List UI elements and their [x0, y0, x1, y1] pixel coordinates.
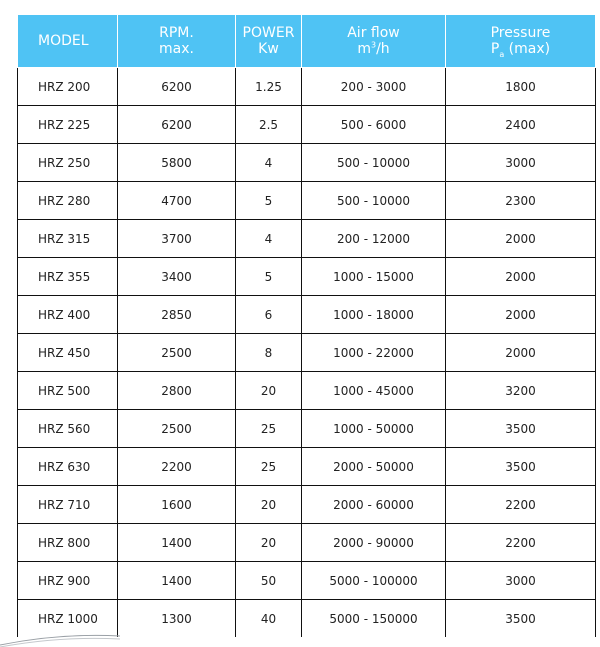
- cell-power: 20: [236, 486, 302, 524]
- table-row: [18, 144, 596, 182]
- cell-airflow: 500 - 10000: [302, 144, 446, 182]
- header-pressure-unit-rest: (max): [504, 41, 551, 57]
- cell-airflow: 1000 - 45000: [302, 372, 446, 410]
- header-airflow-unit-m: m: [357, 41, 371, 57]
- table-row: [18, 410, 596, 448]
- cell-pressure: 2300: [446, 182, 596, 220]
- cell-rpm: 1300: [118, 600, 236, 638]
- cell-power: 40: [236, 600, 302, 638]
- cell-airflow: 200 - 3000: [302, 68, 446, 106]
- table-row: [18, 106, 596, 144]
- header-airflow-line1: Air flow: [347, 25, 400, 41]
- cell-model: HRZ 315: [18, 220, 118, 258]
- cell-rpm: 3700: [118, 220, 236, 258]
- cell-model: HRZ 355: [18, 258, 118, 296]
- cell-pressure: 2000: [446, 296, 596, 334]
- cell-rpm: 1400: [118, 562, 236, 600]
- header-rpm-line1: RPM.: [159, 25, 194, 41]
- cell-rpm: 1600: [118, 486, 236, 524]
- cell-power: 2.5: [236, 106, 302, 144]
- cell-airflow: 1000 - 15000: [302, 258, 446, 296]
- cell-airflow: 200 - 12000: [302, 220, 446, 258]
- cell-airflow: 5000 - 150000: [302, 600, 446, 638]
- cell-airflow: 1000 - 22000: [302, 334, 446, 372]
- cell-rpm: 5800: [118, 144, 236, 182]
- table-row: [18, 296, 596, 334]
- header-power-line1: POWER: [242, 25, 295, 41]
- header-pressure-unit-sub: a: [499, 49, 505, 59]
- table-row: [18, 68, 596, 106]
- table-row: [18, 258, 596, 296]
- cell-power: 20: [236, 524, 302, 562]
- spec-table-container: [17, 14, 595, 637]
- cell-airflow: 2000 - 60000: [302, 486, 446, 524]
- cell-power: 50: [236, 562, 302, 600]
- cell-model: HRZ 200: [18, 68, 118, 106]
- cell-pressure: 3500: [446, 600, 596, 638]
- cell-model: HRZ 1000: [18, 600, 118, 638]
- cell-power: 5: [236, 258, 302, 296]
- cell-airflow: 1000 - 50000: [302, 410, 446, 448]
- cell-rpm: 3400: [118, 258, 236, 296]
- header-model-label: MODEL: [38, 33, 89, 49]
- table-row: [18, 334, 596, 372]
- cell-model: HRZ 225: [18, 106, 118, 144]
- table-row: [18, 524, 596, 562]
- cell-pressure: 3500: [446, 410, 596, 448]
- cell-rpm: 2850: [118, 296, 236, 334]
- cell-model: HRZ 710: [18, 486, 118, 524]
- header-pressure-line1: Pressure: [490, 25, 551, 41]
- cell-power: 5: [236, 182, 302, 220]
- cell-model: HRZ 280: [18, 182, 118, 220]
- cell-rpm: 6200: [118, 68, 236, 106]
- table-row: [18, 562, 596, 600]
- table-body: [18, 68, 596, 638]
- cell-model: HRZ 250: [18, 144, 118, 182]
- cell-power: 4: [236, 144, 302, 182]
- header-power-line2: Kw: [258, 41, 279, 57]
- cell-power: 25: [236, 448, 302, 486]
- header-airflow-unit-sup: 3: [370, 40, 377, 50]
- cell-pressure: 2400: [446, 106, 596, 144]
- cell-pressure: 2200: [446, 486, 596, 524]
- cell-power: 8: [236, 334, 302, 372]
- cell-pressure: 2000: [446, 258, 596, 296]
- header-pressure: [446, 15, 596, 68]
- table-row: [18, 372, 596, 410]
- header-pressure-unit: [446, 41, 595, 57]
- header-model: [18, 15, 118, 68]
- table-row: [18, 448, 596, 486]
- cell-power: 4: [236, 220, 302, 258]
- cell-pressure: 1800: [446, 68, 596, 106]
- table-row: [18, 182, 596, 220]
- cell-power: 20: [236, 372, 302, 410]
- cell-model: HRZ 560: [18, 410, 118, 448]
- cell-airflow: 5000 - 100000: [302, 562, 446, 600]
- cell-airflow: 1000 - 18000: [302, 296, 446, 334]
- cell-model: HRZ 450: [18, 334, 118, 372]
- cell-rpm: 4700: [118, 182, 236, 220]
- cell-pressure: 3000: [446, 144, 596, 182]
- cell-pressure: 3000: [446, 562, 596, 600]
- cell-airflow: 2000 - 90000: [302, 524, 446, 562]
- cell-rpm: 2200: [118, 448, 236, 486]
- cell-power: 1.25: [236, 68, 302, 106]
- cell-pressure: 3500: [446, 448, 596, 486]
- cell-airflow: 500 - 10000: [302, 182, 446, 220]
- cell-model: HRZ 500: [18, 372, 118, 410]
- spec-table: [17, 14, 596, 637]
- cell-pressure: 3200: [446, 372, 596, 410]
- header-rpm-line2: max.: [159, 41, 194, 57]
- cell-pressure: 2200: [446, 524, 596, 562]
- cell-rpm: 1400: [118, 524, 236, 562]
- cell-rpm: 2800: [118, 372, 236, 410]
- header-airflow: [302, 15, 446, 68]
- header-row: [18, 15, 596, 68]
- cell-rpm: 6200: [118, 106, 236, 144]
- cell-rpm: 2500: [118, 410, 236, 448]
- cell-model: HRZ 630: [18, 448, 118, 486]
- cell-pressure: 2000: [446, 220, 596, 258]
- table-header: [18, 15, 596, 68]
- cell-model: HRZ 400: [18, 296, 118, 334]
- header-power: [236, 15, 302, 68]
- cell-power: 6: [236, 296, 302, 334]
- cell-model: HRZ 900: [18, 562, 118, 600]
- decorative-curve: [0, 627, 120, 647]
- table-row: [18, 486, 596, 524]
- cell-power: 25: [236, 410, 302, 448]
- header-rpm: [118, 15, 236, 68]
- cell-pressure: 2000: [446, 334, 596, 372]
- header-airflow-unit: [302, 41, 445, 57]
- header-pressure-unit-p: P: [490, 41, 500, 57]
- cell-airflow: 2000 - 50000: [302, 448, 446, 486]
- table-row: [18, 220, 596, 258]
- cell-airflow: 500 - 6000: [302, 106, 446, 144]
- cell-rpm: 2500: [118, 334, 236, 372]
- header-airflow-unit-rest: /h: [376, 41, 390, 57]
- cell-model: HRZ 800: [18, 524, 118, 562]
